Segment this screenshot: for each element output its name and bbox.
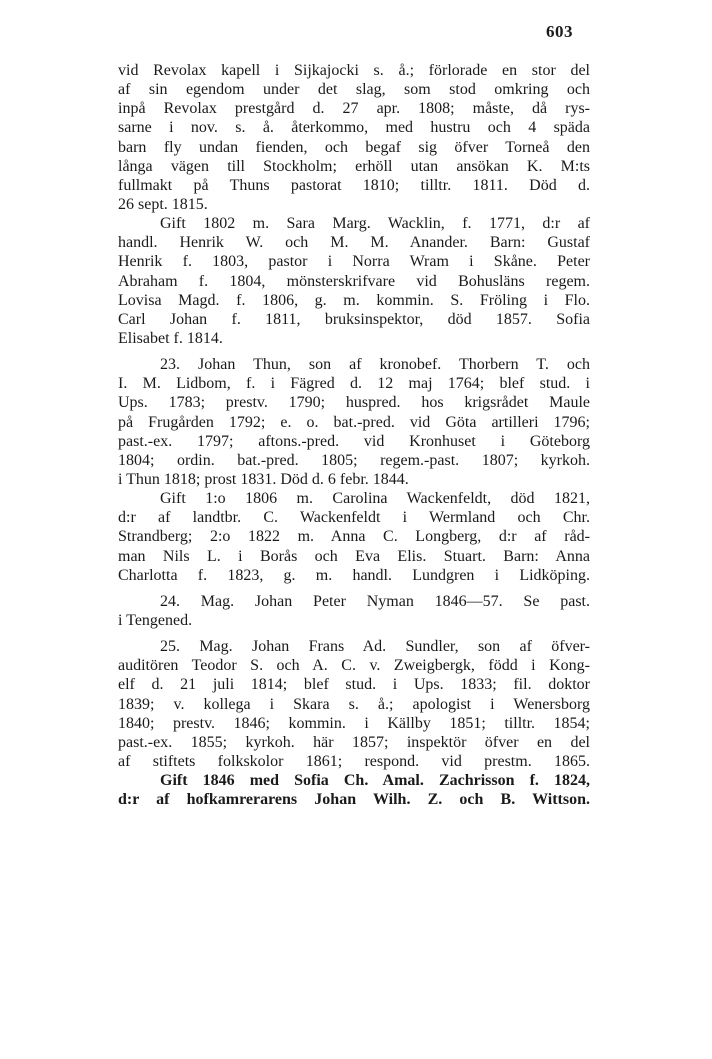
text-line: inpå Revolax prestgård d. 27 apr. 1808; måste, då rys-	[118, 100, 590, 118]
page-number: 603	[546, 22, 573, 41]
text-line: 26 sept. 1815.	[118, 195, 208, 213]
text-line: Gift 1802 m. Sara Marg. Wacklin, f. 1771, d:r af	[160, 215, 590, 233]
text-line: 25. Mag. Johan Frans Ad. Sundler, son af öfver-	[160, 638, 590, 656]
text-line: på Frugården 1792; e. o. bat.-pred. vid Göta artilleri 1796;	[118, 413, 590, 431]
text-line: 1840; prestv. 1846; kommin. i Källby 1851; tilltr. 1854;	[118, 714, 590, 732]
text-line: Elisabet f. 1814.	[118, 329, 223, 347]
text-line: barn fly undan fienden, och begaf sig öfver Torneå den	[118, 138, 590, 156]
text-line: Henrik f. 1803, pastor i Norra Wram i Skåne. Peter	[118, 253, 590, 271]
text-line: i Tengened.	[118, 611, 193, 629]
text-line: Gift 1:o 1806 m. Carolina Wackenfeldt, död 1821,	[160, 490, 590, 508]
text-line: af sin egendom under det slag, som stod omkring och	[118, 81, 590, 99]
text-line: 23. Johan Thun, son af kronobef. Thorbern T. och	[160, 356, 590, 374]
text-line: Abraham f. 1804, mönsterskrifvare vid Bohusläns regem.	[118, 272, 590, 290]
text-line: af stiftets folkskolor 1861; respond. vid prestm. 1865.	[118, 752, 590, 770]
text-line: Charlotta f. 1823, g. m. handl. Lundgren i Lidköping.	[118, 566, 590, 584]
text-line: Lovisa Magd. f. 1806, g. m. kommin. S. Fröling i Flo.	[118, 291, 590, 309]
text-line: auditören Teodor S. och A. C. v. Zweigbergk, född i Kong-	[118, 657, 590, 675]
text-line: Strandberg; 2:o 1822 m. Anna C. Longberg, d:r af råd-	[118, 528, 590, 546]
text-line: långa vägen till Stockholm; erhöll utan ansökan K. M:ts	[118, 157, 590, 175]
text-line: 24. Mag. Johan Peter Nyman 1846—57. Se past.	[160, 592, 590, 610]
text-line: man Nils L. i Borås och Eva Elis. Stuart. Barn: Anna	[118, 547, 590, 565]
text-line: 1804; ordin. bat.-pred. 1805; regem.-past. 1807; kyrkoh.	[118, 451, 590, 469]
text-line: past.-ex. 1855; kyrkoh. här 1857; inspektör öfver en del	[118, 733, 590, 751]
text-line: vid Revolax kapell i Sijkajocki s. å.; förlorade en stor del	[118, 62, 590, 79]
text-line: d:r af hofkamrerarens Johan Wilh. Z. och B. Wittson.	[118, 791, 590, 809]
text-line: 1839; v. kollega i Skara s. å.; apologist i Wenersborg	[118, 695, 590, 713]
text-line: handl. Henrik W. och M. M. Anander. Barn: Gustaf	[118, 234, 590, 252]
text-line: sarne i nov. s. å. återkommo, med hustru och 4 späda	[118, 119, 590, 137]
text-line: elf d. 21 juli 1814; blef stud. i Ups. 1833; fil. doktor	[118, 676, 590, 694]
text-line: fullmakt på Thuns pastorat 1810; tilltr. 1811. Död d.	[118, 176, 590, 194]
text-line: Gift 1846 med Sofia Ch. Amal. Zachrisson f. 1824,	[160, 772, 590, 790]
text-line: I. M. Lidbom, f. i Fägred d. 12 maj 1764; blef stud. i	[118, 375, 590, 393]
text-line: past.-ex. 1797; aftons.-pred. vid Kronhuset i Göteborg	[118, 432, 590, 450]
text-line: Carl Johan f. 1811, bruksinspektor, död 1857. Sofia	[118, 310, 590, 328]
text-line: i Thun 1818; prost 1831. Död d. 6 febr. 1844.	[118, 470, 409, 488]
text-line: d:r af landtbr. C. Wackenfeldt i Wermland och Chr.	[118, 509, 590, 527]
text-block	[118, 61, 590, 809]
text-line: Ups. 1783; prestv. 1790; huspred. hos krigsrådet Maule	[118, 394, 590, 412]
